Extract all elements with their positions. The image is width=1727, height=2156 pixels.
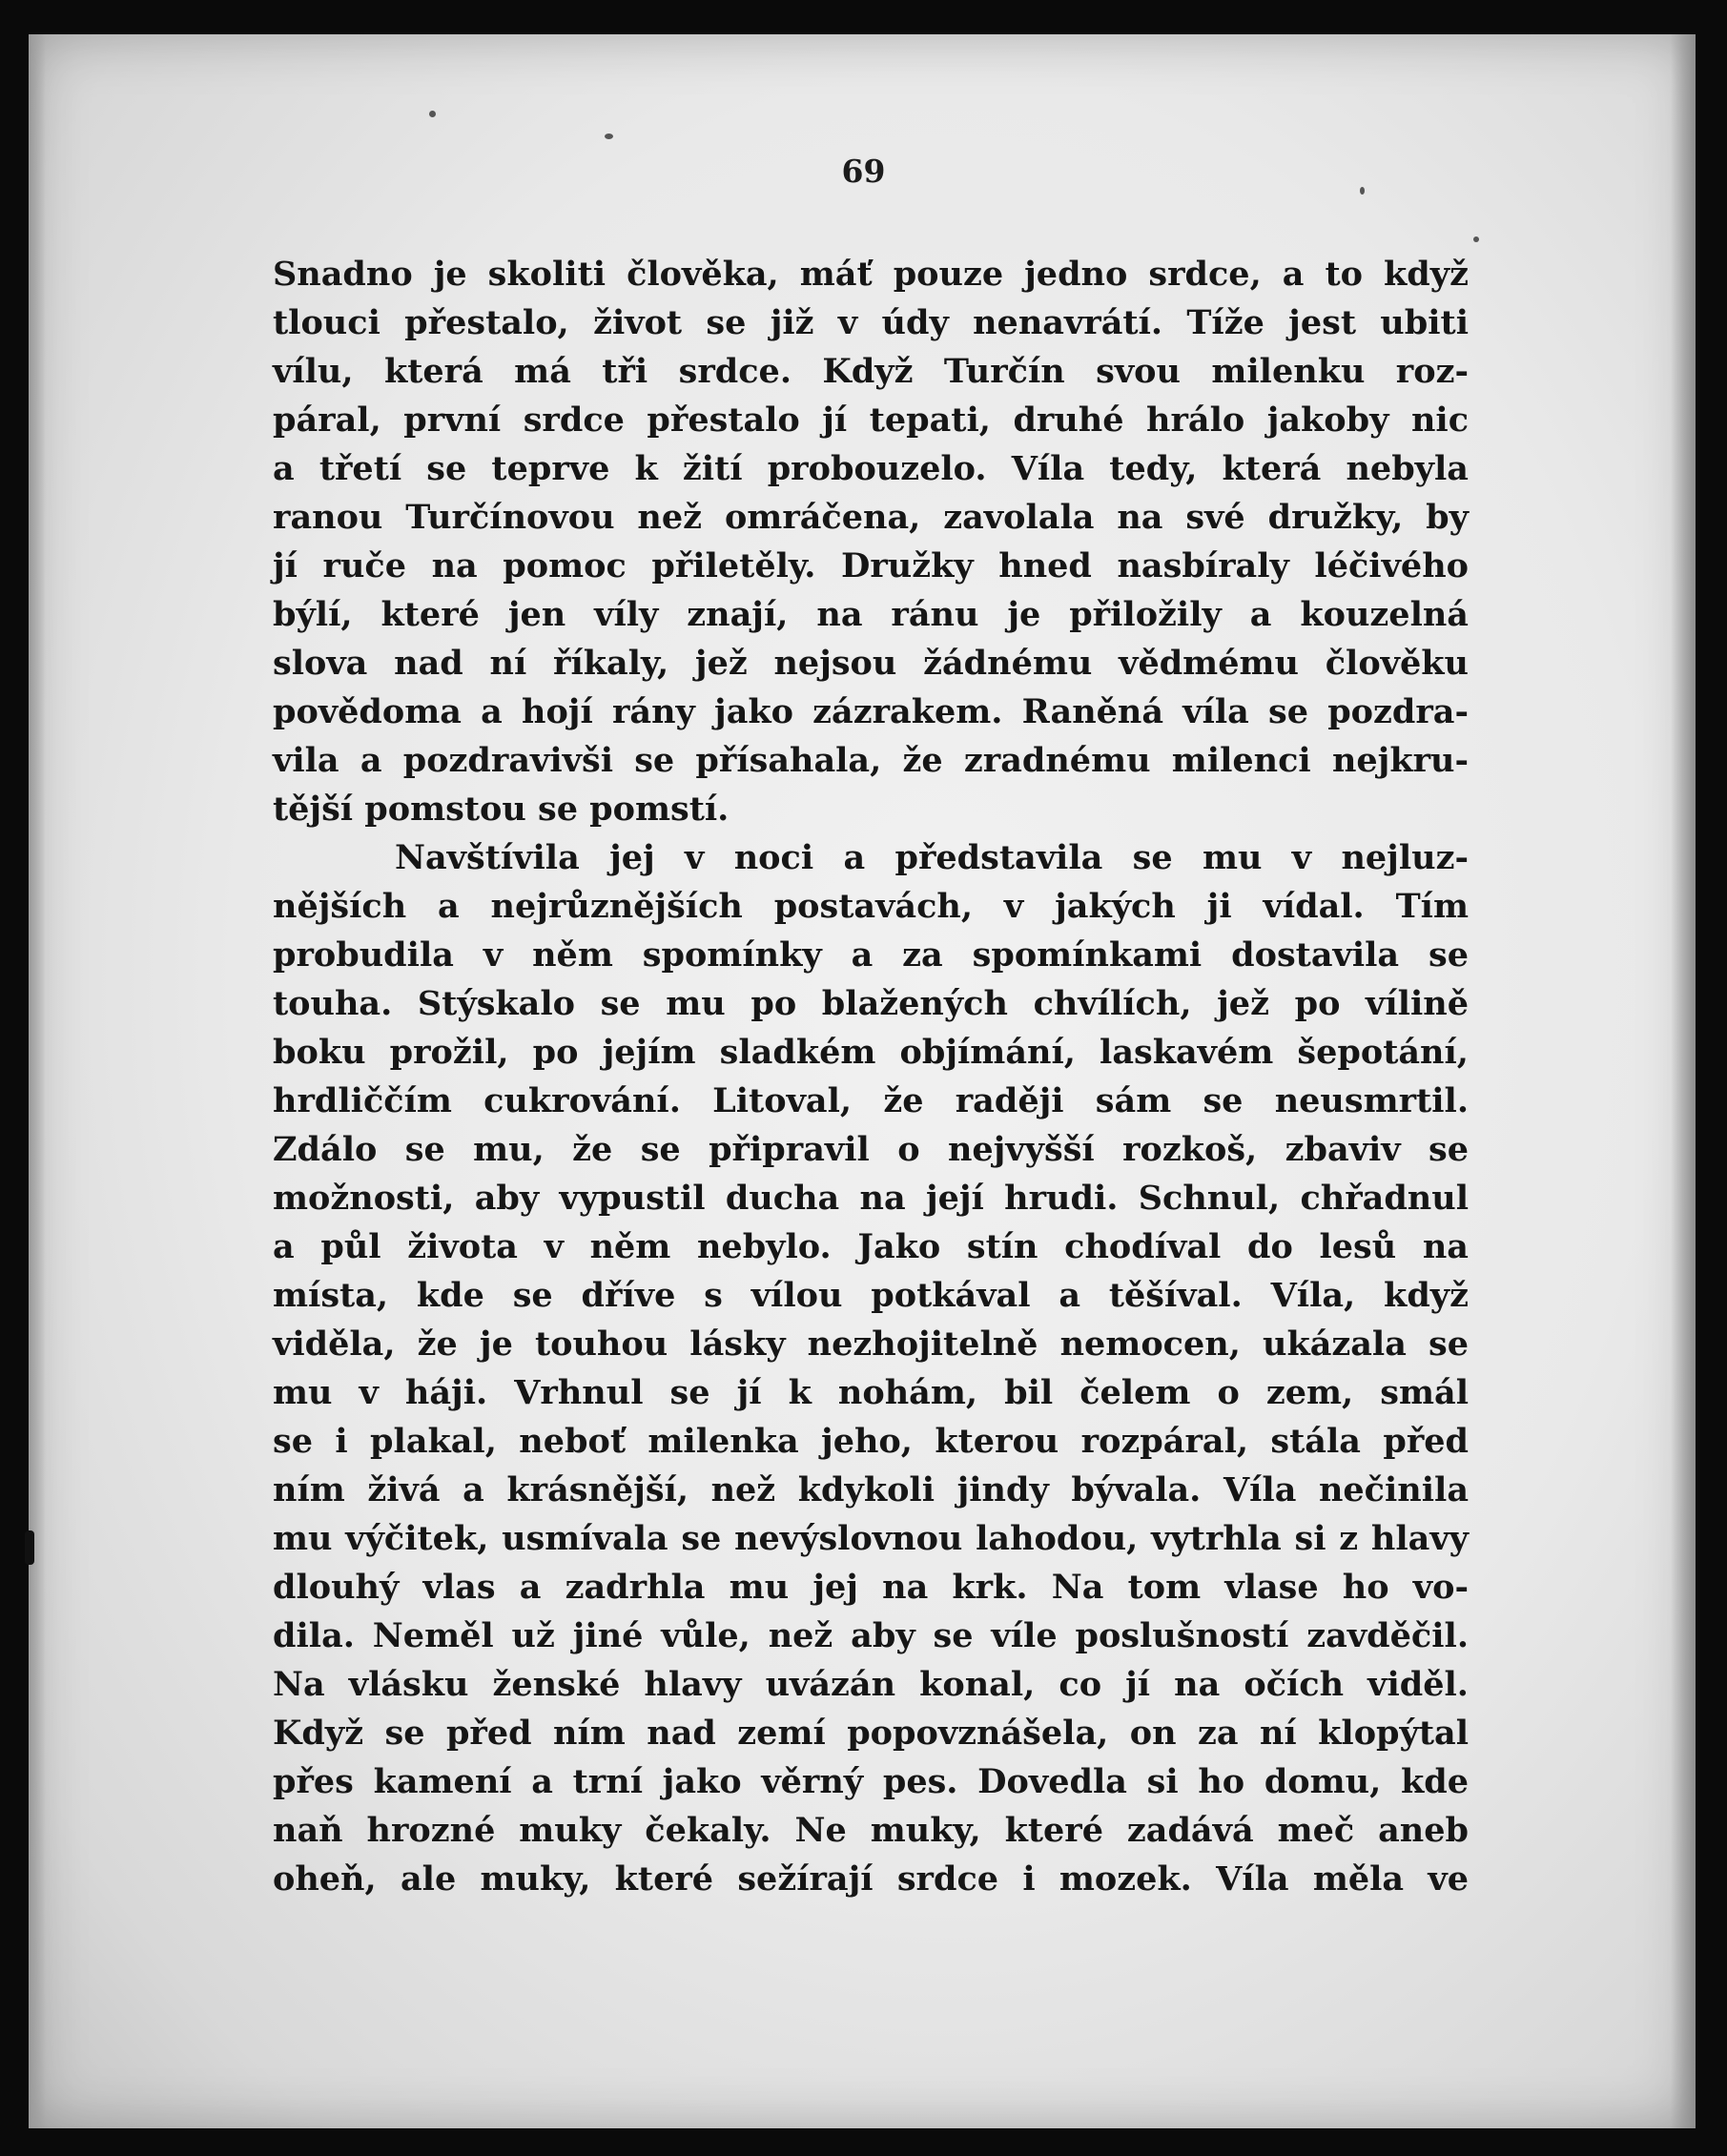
text-line: a půl života v něm nebylo. Jako stín chodíval do lesů na: [273, 1227, 1469, 1266]
text-line: naň hrozné muky čekaly. Ne muky, které zadává meč aneb: [273, 1811, 1469, 1850]
text-line: jí ruče na pomoc přiletěly. Družky hned nasbíraly léčivého: [273, 546, 1469, 585]
text-line: a třetí se teprve k žití probouzelo. Víla tedy, která nebyla: [273, 449, 1469, 488]
dust-speck: [1473, 236, 1479, 242]
page-number: 69: [841, 153, 886, 190]
text-line: touha. Stýskalo se mu po blažených chvílích, jež po vílině: [273, 984, 1469, 1023]
text-line: dlouhý vlas a zadrhla mu jej na krk. Na tom vlase ho vo-: [273, 1568, 1469, 1607]
text-line: slova nad ní říkaly, jež nejsou žádnému vědmému člověku: [273, 644, 1469, 683]
paragraph-start-line: Navštívila jej v noci a představila se mu v nejluz-: [395, 838, 1469, 877]
text-line: Zdálo se mu, že se připravil o nejvyšší rozkoš, zbaviv se: [273, 1130, 1469, 1169]
text-line: ním živá a krásnější, než kdykoli jindy bývala. Víla nečinila: [273, 1470, 1469, 1509]
text-line: možnosti, aby vypustil ducha na její hrudi. Schnul, chřadnul: [273, 1179, 1469, 1218]
body-text: [273, 250, 1469, 1903]
text-line: boku prožil, po jejím sladkém objímání, laskavém šepotání,: [273, 1033, 1469, 1072]
text-line: tlouci přestalo, život se již v údy nenavrátí. Tíže jest ubiti: [273, 303, 1469, 342]
text-line: mu v háji. Vrhnul se jí k nohám, bil čelem o zem, smál: [273, 1373, 1469, 1412]
text-line: přes kamení a trní jako věrný pes. Dovedla si ho domu, kde: [273, 1762, 1469, 1801]
page-shadow-left: [29, 34, 46, 2128]
text-line: místa, kde se dříve s vílou potkával a těšíval. Víla, když: [273, 1276, 1469, 1315]
text-line: probudila v něm spomínky a za spomínkami dostavila se: [273, 935, 1469, 975]
text-line: vílu, která má tři srdce. Když Turčín svou milenku roz-: [273, 352, 1469, 391]
text-line: dila. Neměl už jiné vůle, než aby se víle poslušností zavděčil.: [273, 1616, 1469, 1655]
dust-speck: [605, 133, 613, 139]
text-line: býlí, které jen víly znají, na ránu je přiložily a kouzelná: [273, 595, 1469, 634]
text-line: se i plakal, neboť milenka jeho, kterou rozpáral, stála před: [273, 1422, 1469, 1461]
text-line: Když se před ním nad zemí popovznášela, on za ní klopýtal: [273, 1714, 1469, 1753]
binding-mark: [25, 1530, 34, 1565]
text-line: páral, první srdce přestalo jí tepati, druhé hrálo jakoby nic: [273, 400, 1469, 440]
text-line: viděla, že je touhou lásky nezhojitelně nemocen, ukázala se: [273, 1324, 1469, 1364]
text-line: povědoma a hojí rány jako zázrakem. Raněná víla se pozdra-: [273, 692, 1469, 731]
text-line: Na vlásku ženské hlavy uvázán konal, co jí na očích viděl.: [273, 1665, 1469, 1704]
text-line: ranou Turčínovou než omráčena, zavolala na své družky, by: [273, 498, 1469, 537]
dust-speck: [429, 111, 436, 117]
text-line: Snadno je skoliti člověka, máť pouze jedno srdce, a to když: [273, 255, 1469, 294]
text-line: mu výčitek, usmívala se nevýslovnou lahodou, vytrhla si z hlavy: [273, 1519, 1469, 1558]
text-line: oheň, ale muky, které sežírají srdce i mozek. Víla měla ve: [273, 1859, 1469, 1899]
text-line: nějších a nejrůznějších postavách, v jakých ji vídal. Tím: [273, 887, 1469, 926]
text-line: hrdliččím cukrování. Litoval, že raději sám se neusmrtil.: [273, 1081, 1469, 1120]
paragraph-end-line: tější pomstou se pomstí.: [273, 790, 730, 829]
text-line: vila a pozdravivši se přísahala, že zradnému milenci nejkru-: [273, 741, 1469, 780]
page-shadow-right: [1671, 34, 1696, 2128]
